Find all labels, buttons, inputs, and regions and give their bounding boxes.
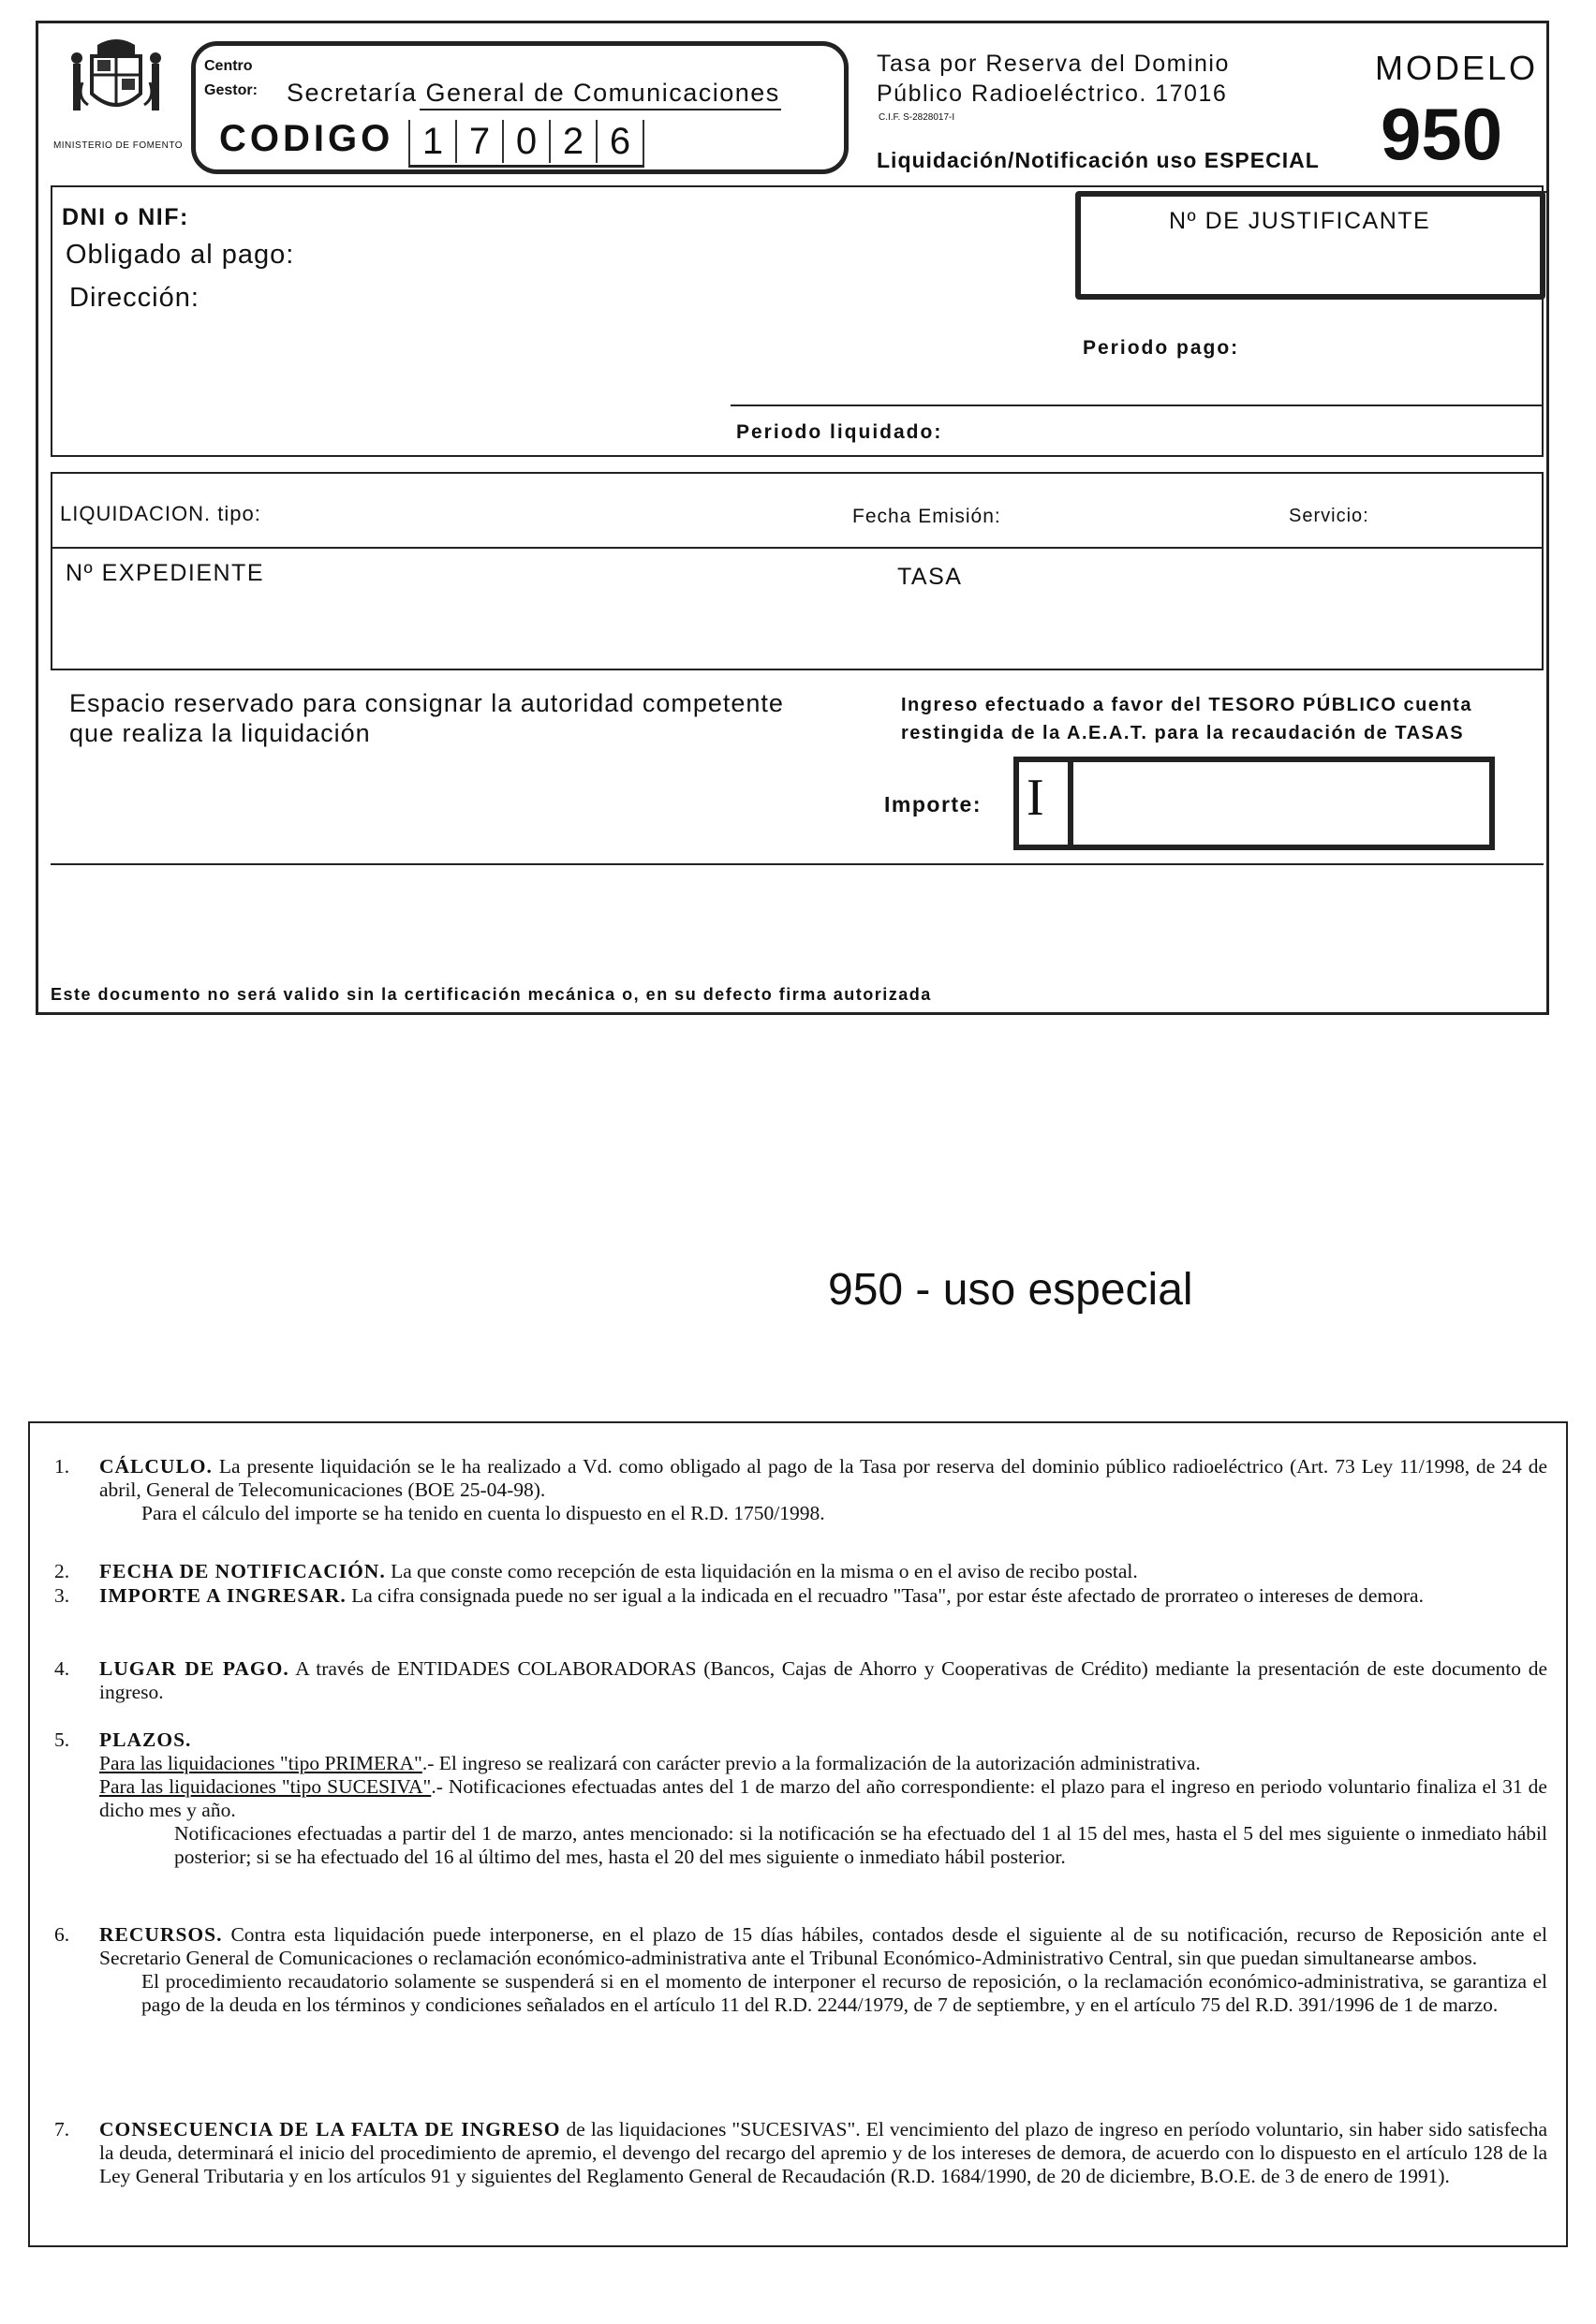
instruction-item-1: 1. CÁLCULO. La presente liquidación se le ha realizado a Vd. como obligado al pago de la Tasa por reserva del dominio público radioeléctrico (Art. 73 Ley 11/1998, de 24 de abril, General de Telecomunicaciones (BOE 25-04-98). Para el cálculo del importe se ha tenido en cuenta lo dispuesto en el R.D. 1750/1998. — [54, 1455, 1547, 1524]
codigo-label: CODIGO — [219, 118, 394, 159]
importe-box — [1013, 757, 1495, 850]
autoridad-line1: Espacio reservado para consignar la autoridad competente — [69, 689, 784, 717]
instruction-item-2: 2. FECHA DE NOTIFICACIÓN. La que conste como recepción de esta liquidación en la misma o en el aviso de recibo postal. — [54, 1560, 1138, 1582]
coat-of-arms-logo — [60, 36, 172, 139]
dni-nif-label: DNI o NIF: — [62, 204, 189, 230]
instruction-item-7: 7. CONSECUENCIA DE LA FALTA DE INGRESO de las liquidaciones "SUCESIVAS". El vencimiento del plazo de ingreso en período voluntario, sin haber sido satisfecha la deuda, determinará el inicio del procedimiento de apremio, el devengo del recargo del apremio y de los intereses de demora, de acuerdo con lo dispuesto en el artículo 128 de la Ley General Tributaria y en los artículos 91 y siguientes del Reglamento General de Recaudación (R.D. 1684/1990, de 20 de diciembre, B.O.E. de 3 de enero de 1991). — [54, 2118, 1548, 2187]
gestor-label: Gestor: — [204, 82, 258, 98]
codigo-digits — [408, 120, 644, 168]
importe-prefix: I — [1027, 769, 1044, 827]
liquidacion-tipo-label: LIQUIDACION. tipo: — [60, 502, 261, 525]
codigo-digit: 7 — [457, 120, 504, 163]
codigo-digit: 6 — [609, 121, 631, 162]
instruction-item-3: 3. IMPORTE A INGRESAR. La cifra consignada puede no ser igual a la indicada en el recuadro "Tasa", por estar éste afectado de prorrateo o intereses de demora. — [54, 1584, 1424, 1607]
servicio-label: Servicio: — [1289, 506, 1369, 526]
codigo-digit: 1 — [410, 120, 457, 163]
validity-note: Este documento no será valido sin la certificación mecánica o, en su defecto firma autorizada — [51, 985, 932, 1004]
justificante-label: Nº DE JUSTIFICANTE — [1169, 208, 1431, 234]
fecha-emision-label: Fecha Emisión: — [852, 506, 1001, 527]
autoridad-line2: que realiza la liquidación — [69, 719, 371, 747]
page-caption: 950 - uso especial — [828, 1265, 1193, 1315]
ingreso-line1: Ingreso efectuado a favor del TESORO PÚBLICO cuenta — [901, 695, 1472, 715]
importe-label: Importe: — [884, 792, 982, 816]
liquidacion-divider — [51, 547, 1544, 549]
obligado-pago-label: Obligado al pago: — [66, 240, 295, 270]
instruction-item-6: 6. RECURSOS. Contra esta liquidación puede interponerse, en el plazo de 15 días hábiles, contados desde el siguiente al de su notificación, recurso de Reposición ante el Secretario General de Comunicaciones o reclamación económico-administrativa ante el Tribunal Económico-Administrativo Central, sin que puedan simultanearse ambos. El procedimiento recaudatorio solamente se suspenderá si en el momento de interponer el recurso de reposición, o la reclamación económico-administrativa, se garantiza el pago de la deuda en los términos y condiciones señalados en el artículo 11 del R.D. 2244/1979, de 7 de septiembre, y en el artículo 75 del R.D. 391/1996 de 1 de marzo. — [54, 1923, 1547, 2016]
periodo-pago-label: Periodo pago: — [1083, 337, 1240, 359]
coat-of-arms-icon — [60, 36, 172, 139]
centro-name-underline — [420, 109, 781, 110]
periodo-liquidado-label: Periodo liquidado: — [736, 421, 943, 443]
payment-divider — [51, 863, 1544, 865]
importe-divider — [1068, 757, 1073, 850]
instruction-item-5: 5. PLAZOS. Para las liquidaciones "tipo PRIMERA".- El ingreso se realizará con carácter previo a la formalización de la autorización administrativa. Para las liquidaciones "tipo SUCESIVA".- Notificaciones efectuadas antes del 1 de marzo del año correspondiente: el plazo para el ingreso en periodo voluntario finaliza el 31 de dicho mes y año. Notificaciones efectuadas a partir del 1 de marzo, antes mencionado: si la notificación se ha efectuado del 1 al 15 del mes, hasta el 5 del mes siguiente o inmediato hábil posterior; si se ha efectuado del 16 al último del mes, hasta el 20 del mes siguiente o inmediato hábil posterior. — [54, 1728, 1547, 1868]
modelo-number: 950 — [1381, 93, 1503, 175]
liquidacion-notificacion-title: Liquidación/Notificación uso ESPECIAL — [877, 148, 1320, 172]
tasa-label: TASA — [897, 564, 963, 590]
instruction-item-4: 4. LUGAR DE PAGO. A través de ENTIDADES COLABORADORAS (Bancos, Cajas de Ahorro y Cooperativas de Crédito) mediante la presentación de este documento de ingreso. — [54, 1657, 1547, 1703]
ministry-label: MINISTERIO DE FOMENTO — [52, 140, 184, 151]
codigo-digit: 0 — [504, 120, 551, 163]
centro-label: Centro — [204, 58, 253, 74]
direccion-label: Dirección: — [69, 283, 200, 313]
tasa-title-line1: Tasa por Reserva del Dominio — [877, 51, 1230, 77]
centro-gestor-name: Secretaría General de Comunicaciones — [287, 79, 780, 107]
periodo-pago-line — [731, 404, 1542, 406]
codigo-digit: 2 — [551, 120, 598, 163]
liquidacion-section — [51, 472, 1544, 670]
cif-number: C.I.F. S-2828017-I — [879, 112, 955, 123]
expediente-label: Nº EXPEDIENTE — [66, 560, 265, 586]
modelo-label: MODELO — [1375, 49, 1539, 87]
tasa-title-line2: Público Radioeléctrico. 17016 — [877, 81, 1228, 107]
ingreso-line2: restingida de la A.E.A.T. para la recaudación de TASAS — [901, 723, 1465, 743]
